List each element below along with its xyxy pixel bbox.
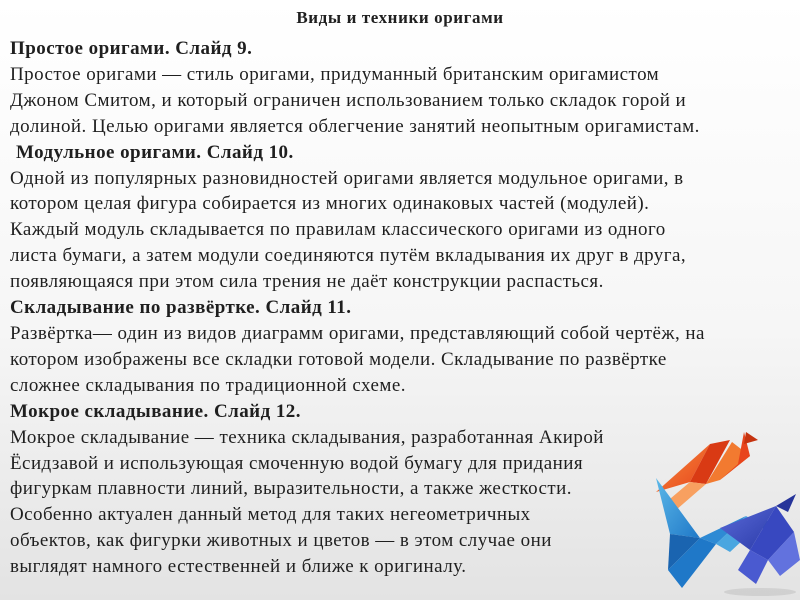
body-line: появляющаяся при этом сила трения не даёт конструкции распасться. xyxy=(10,271,604,293)
body-line: Одной из популярных разновидностей оригами является модульное оригами, в xyxy=(10,167,684,189)
body-line: листа бумаги, а затем модули соединяются путём вкладывания их друг в друга, xyxy=(10,245,687,267)
slide-title: Виды и техники оригами xyxy=(296,8,504,27)
body-line: Развёртка— один из видов диаграмм оригами, представляющий собой чертёж, на xyxy=(10,322,705,344)
body-line: долиной. Целью оригами является облегчение занятий неопытным оригамистам. xyxy=(10,115,700,137)
body-line: объектов, как фигурки животных и цветов — в этом случае они xyxy=(10,530,552,552)
body-line: выглядят намного естественней и ближе к оригиналу. xyxy=(10,556,467,578)
body-line: котором изображены все складки готовой модели. Складывание по развёртке xyxy=(10,348,667,370)
section-heading: Модульное оригами. Слайд 10. xyxy=(16,141,294,163)
section-heading: Складывание по развёртке. Слайд 11. xyxy=(10,297,352,319)
section-heading: Простое оригами. Слайд 9. xyxy=(10,38,253,59)
body-line: котором целая фигура собирается из многих одинаковых частей (модулей). xyxy=(10,193,650,215)
body-line: фигуркам плавности линий, выразительности, а также жесткости. xyxy=(10,478,573,500)
body-line: Простое оригами — стиль оригами, придуманный британским оригамистом xyxy=(10,63,660,85)
body-line: сложнее складывания по традиционной схеме. xyxy=(10,374,406,396)
slide-text xyxy=(10,36,795,580)
body-line: Ёсидзавой и использующая смоченную водой бумагу для придания xyxy=(10,452,584,474)
body-line: Джоном Смитом, и который ограничен использованием только складок горой и xyxy=(10,89,687,111)
body-line: Каждый модуль складывается по правилам классического оригами из одного xyxy=(10,219,666,241)
body-line: Особенно актуален данный метод для таких негеометричных xyxy=(10,504,531,526)
section-heading: Мокрое складывание. Слайд 12. xyxy=(10,400,301,422)
body-line: Мокрое складывание — техника складывания, разработанная Акирой xyxy=(10,426,604,448)
